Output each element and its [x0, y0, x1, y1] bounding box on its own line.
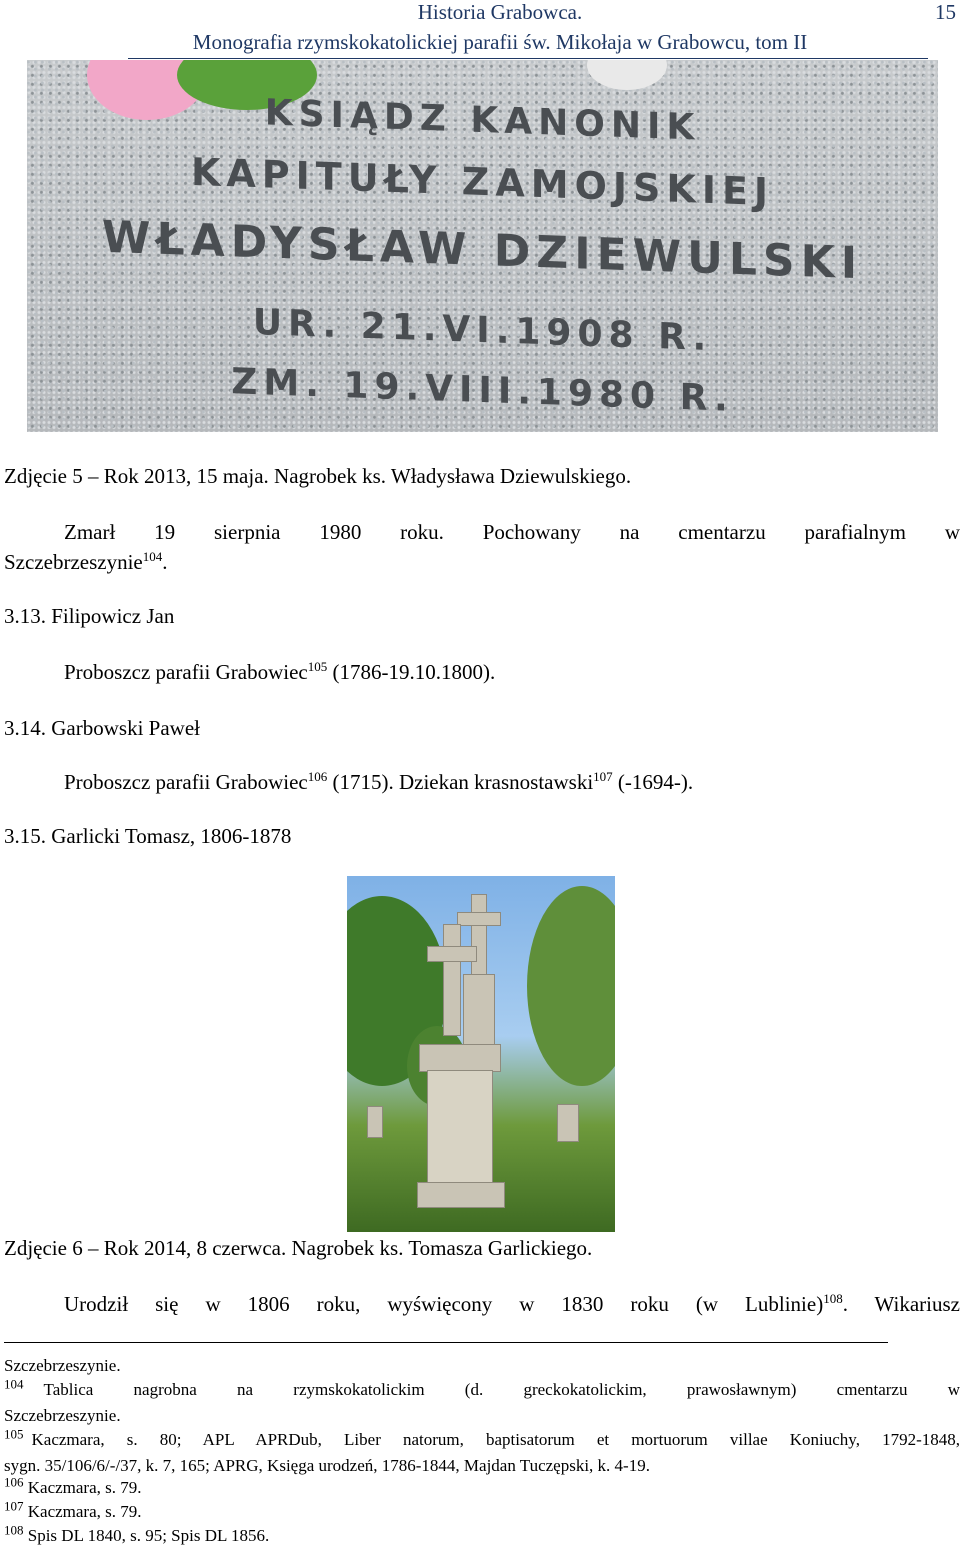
section-heading: 3.14. Garbowski Paweł: [4, 716, 200, 740]
cross-vertical: [443, 924, 461, 1036]
footnote-continuation: Szczebrzeszynie.: [4, 1356, 121, 1375]
small-headstone: [367, 1106, 383, 1138]
footnote-ref[interactable]: 104: [142, 549, 163, 564]
body-paragraph-cont: Szczebrzeszynie$^{104}$.: [4, 549, 168, 574]
flower-decoration: [587, 60, 667, 90]
footnote-105: $^{105}$ Kaczmara, s. 80; APL APRDub, Liber natorum, baptisatorum et mortuorum villae Koniuchy, 1792-1848,: [4, 1426, 960, 1449]
inscription-line: KSIĄDZ KANONIK: [264, 92, 701, 149]
inscription-line: UR. 21.VI.1908 R.: [252, 301, 713, 360]
section-text: Proboszcz parafii Grabowiec$^{105}$ (1786-19.10.1800).: [64, 659, 496, 684]
section-heading: 3.13. Filipowicz Jan: [4, 604, 175, 628]
inscription-line: KAPITUŁY ZAMOJSKIEJ: [190, 149, 775, 215]
footnote-ref[interactable]: 105: [307, 659, 328, 674]
footnote-separator: [4, 1342, 888, 1343]
footnote-106: $^{106}$ Kaczmara, s. 79.: [4, 1474, 142, 1497]
body-paragraph: Urodził się w 1806 roku, wyświęcony w 1830 roku (w Lublinie)$^{108}$. Wikariusz: [64, 1291, 960, 1316]
inscription-line: ZM. 19.VIII.1980 R.: [231, 361, 734, 420]
page-number: 15: [935, 0, 956, 24]
monument-cap: [419, 1044, 501, 1072]
cross-horizontal: [457, 912, 501, 926]
body-paragraph: Zmarł 19 sierpnia 1980 roku. Pochowany na cmentarzu parafialnym w: [64, 520, 960, 544]
cross-horizontal: [427, 946, 477, 962]
photo-caption: Zdjęcie 6 – Rok 2014, 8 czerwca. Nagrobek ks. Tomasza Garlickiego.: [4, 1236, 593, 1260]
footnote-104: $^{104}$ Tablica nagrobna na rzymskokatolickim (d. greckokatolickim, prawosławnym) cmentarzu w: [4, 1376, 960, 1399]
small-headstone: [557, 1104, 579, 1142]
monument-pedestal: [427, 1070, 493, 1184]
footnote-104-cont: Szczebrzeszynie.: [4, 1406, 121, 1425]
cross-vertical: [471, 894, 487, 976]
section-heading: 3.15. Garlicki Tomasz, 1806-1878: [4, 824, 292, 848]
footnote-ref[interactable]: 107: [593, 769, 613, 784]
footnote-ref[interactable]: 108: [823, 1291, 843, 1306]
footnote-105-cont: sygn. 35/106/6/-/37, k. 7, 165; APRG, Księga urodzeń, 1786-1844, Majdan Tuczępski, k. 4-19.: [4, 1456, 650, 1475]
footnote-ref[interactable]: 106: [307, 769, 328, 784]
cemetery-cross-photo: [347, 876, 615, 1232]
gravestone-photo: [27, 60, 938, 432]
inscription-line: WŁADYSŁAW DZIEWULSKI: [101, 211, 864, 290]
running-header-title: Historia Grabowca.: [417, 0, 583, 24]
header-rule: [128, 58, 928, 59]
running-header-subtitle: Monografia rzymskokatolickiej parafii św. Mikołaja w Grabowcu, tom II: [192, 30, 808, 54]
section-text: Proboszcz parafii Grabowiec$^{106}$ (1715). Dziekan krasnostawski$^{107}$ (-1694-).: [64, 769, 694, 794]
photo-caption: Zdjęcie 5 – Rok 2013, 15 maja. Nagrobek ks. Władysława Dziewulskiego.: [4, 464, 632, 488]
footnote-108: $^{108}$ Spis DL 1840, s. 95; Spis DL 1856.: [4, 1522, 270, 1545]
monument-base: [417, 1182, 505, 1208]
footnote-107: $^{107}$ Kaczmara, s. 79.: [4, 1498, 142, 1521]
tree: [527, 886, 615, 1086]
